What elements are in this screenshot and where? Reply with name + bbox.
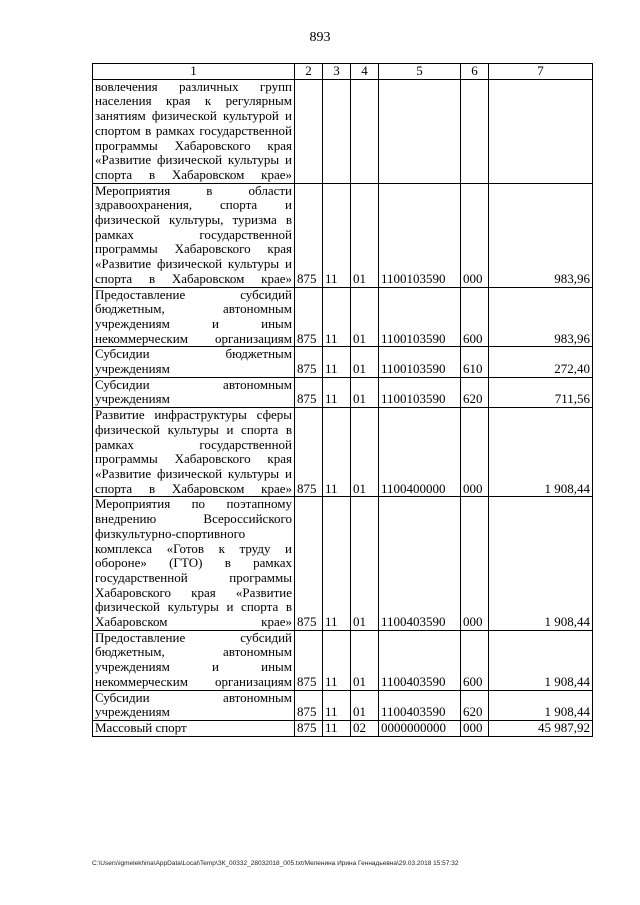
row-amount: 983,96	[489, 183, 593, 287]
header-col-4: 4	[351, 64, 379, 80]
row-target-article: 1100103590	[379, 347, 461, 377]
header-col-6: 6	[461, 64, 489, 80]
row-subsection: 02	[351, 720, 379, 736]
header-col-5: 5	[379, 64, 461, 80]
row-amount: 1 908,44	[489, 497, 593, 630]
table-row	[93, 377, 593, 407]
row-amount: 1 908,44	[489, 690, 593, 720]
table-row	[93, 347, 593, 377]
header-col-7: 7	[489, 64, 593, 80]
row-description: Субсидии автономным учреждениям	[93, 377, 295, 407]
row-section: 11	[323, 347, 351, 377]
row-target-article: 1100403590	[379, 690, 461, 720]
row-target-article: 1100400000	[379, 408, 461, 497]
row-subsection: 01	[351, 630, 379, 690]
row-expense-type: 620	[461, 690, 489, 720]
row-description: Мероприятия по поэтапному внедрению Всероссийского физкультурно-спортивного комплекса «Готов к труду и обороне» (ГТО) в рамках государственной программы Хабаровского края «Развитие физической культуры и спорта в Хабаровском крае»	[93, 497, 295, 630]
row-admin-code: 875	[295, 377, 323, 407]
row-admin-code: 875	[295, 287, 323, 347]
row-section	[323, 79, 351, 183]
row-section: 11	[323, 497, 351, 630]
header-col-3: 3	[323, 64, 351, 80]
row-description: Мероприятия в области здравоохранения, спорта и физической культуры, туризма в рамках государственной программы Хабаровского края «Развитие физической культуры и спорта в Хабаровском крае»	[93, 183, 295, 287]
header-col-2: 2	[295, 64, 323, 80]
row-section: 11	[323, 720, 351, 736]
row-target-article: 1100403590	[379, 497, 461, 630]
row-admin-code: 875	[295, 408, 323, 497]
header-col-1: 1	[93, 64, 295, 80]
row-subsection: 01	[351, 347, 379, 377]
row-description: Массовый спорт	[93, 720, 295, 736]
row-amount: 711,56	[489, 377, 593, 407]
table-row	[93, 630, 593, 690]
row-admin-code	[295, 79, 323, 183]
footer-file-path: C:\Users\igmelekhina\AppData\Local\Temp\ЗК_00332_28032018_005.txt/Меленина Ирина Геннадьевна\29.03.2018 15:57:32	[92, 860, 459, 867]
row-admin-code: 875	[295, 720, 323, 736]
row-subsection: 01	[351, 497, 379, 630]
row-amount	[489, 79, 593, 183]
page-number: 893	[309, 30, 331, 45]
row-description: Субсидии бюджетным учреждениям	[93, 347, 295, 377]
row-expense-type: 610	[461, 347, 489, 377]
row-section: 11	[323, 690, 351, 720]
table-row	[93, 690, 593, 720]
row-target-article	[379, 79, 461, 183]
row-expense-type: 600	[461, 630, 489, 690]
row-expense-type: 000	[461, 183, 489, 287]
row-subsection: 01	[351, 287, 379, 347]
row-target-article: 1100103590	[379, 183, 461, 287]
row-section: 11	[323, 183, 351, 287]
row-subsection: 01	[351, 183, 379, 287]
row-subsection: 01	[351, 408, 379, 497]
row-amount: 45 987,92	[489, 720, 593, 736]
row-target-article: 0000000000	[379, 720, 461, 736]
table-row	[93, 79, 593, 183]
header-row	[93, 64, 593, 80]
row-admin-code: 875	[295, 630, 323, 690]
row-target-article: 1100403590	[379, 630, 461, 690]
row-admin-code: 875	[295, 497, 323, 630]
row-section: 11	[323, 287, 351, 347]
budget-table	[92, 63, 593, 737]
row-admin-code: 875	[295, 347, 323, 377]
row-amount: 983,96	[489, 287, 593, 347]
row-admin-code: 875	[295, 690, 323, 720]
row-amount: 272,40	[489, 347, 593, 377]
row-admin-code: 875	[295, 183, 323, 287]
row-section: 11	[323, 408, 351, 497]
table-row	[93, 183, 593, 287]
row-description: Субсидии автономным учреждениям	[93, 690, 295, 720]
row-expense-type: 600	[461, 287, 489, 347]
table-row	[93, 408, 593, 497]
row-description: Предоставление субсидий бюджетным, автономным учреждениям и иным некоммерческим организациям	[93, 630, 295, 690]
table-row	[93, 287, 593, 347]
table-row	[93, 497, 593, 630]
row-section: 11	[323, 377, 351, 407]
row-amount: 1 908,44	[489, 630, 593, 690]
row-expense-type: 620	[461, 377, 489, 407]
row-expense-type: 000	[461, 408, 489, 497]
row-target-article: 1100103590	[379, 377, 461, 407]
row-expense-type: 000	[461, 497, 489, 630]
row-amount: 1 908,44	[489, 408, 593, 497]
row-subsection	[351, 79, 379, 183]
row-subsection: 01	[351, 377, 379, 407]
row-description: Развитие инфраструктуры сферы физической культуры и спорта в рамках государственной программы Хабаровского края «Развитие физической культуры и спорта в Хабаровском крае»	[93, 408, 295, 497]
row-subsection: 01	[351, 690, 379, 720]
row-section: 11	[323, 630, 351, 690]
row-description: вовлечения различных групп населения края к регулярным занятиям физической культурой и спортом в рамках государственной программы Хабаровского края «Развитие физической культуры и спорта в Хабаровском крае»	[93, 79, 295, 183]
table-row	[93, 720, 593, 736]
row-expense-type: 000	[461, 720, 489, 736]
row-expense-type	[461, 79, 489, 183]
row-target-article: 1100103590	[379, 287, 461, 347]
row-description: Предоставление субсидий бюджетным, автономным учреждениям и иным некоммерческим организациям	[93, 287, 295, 347]
